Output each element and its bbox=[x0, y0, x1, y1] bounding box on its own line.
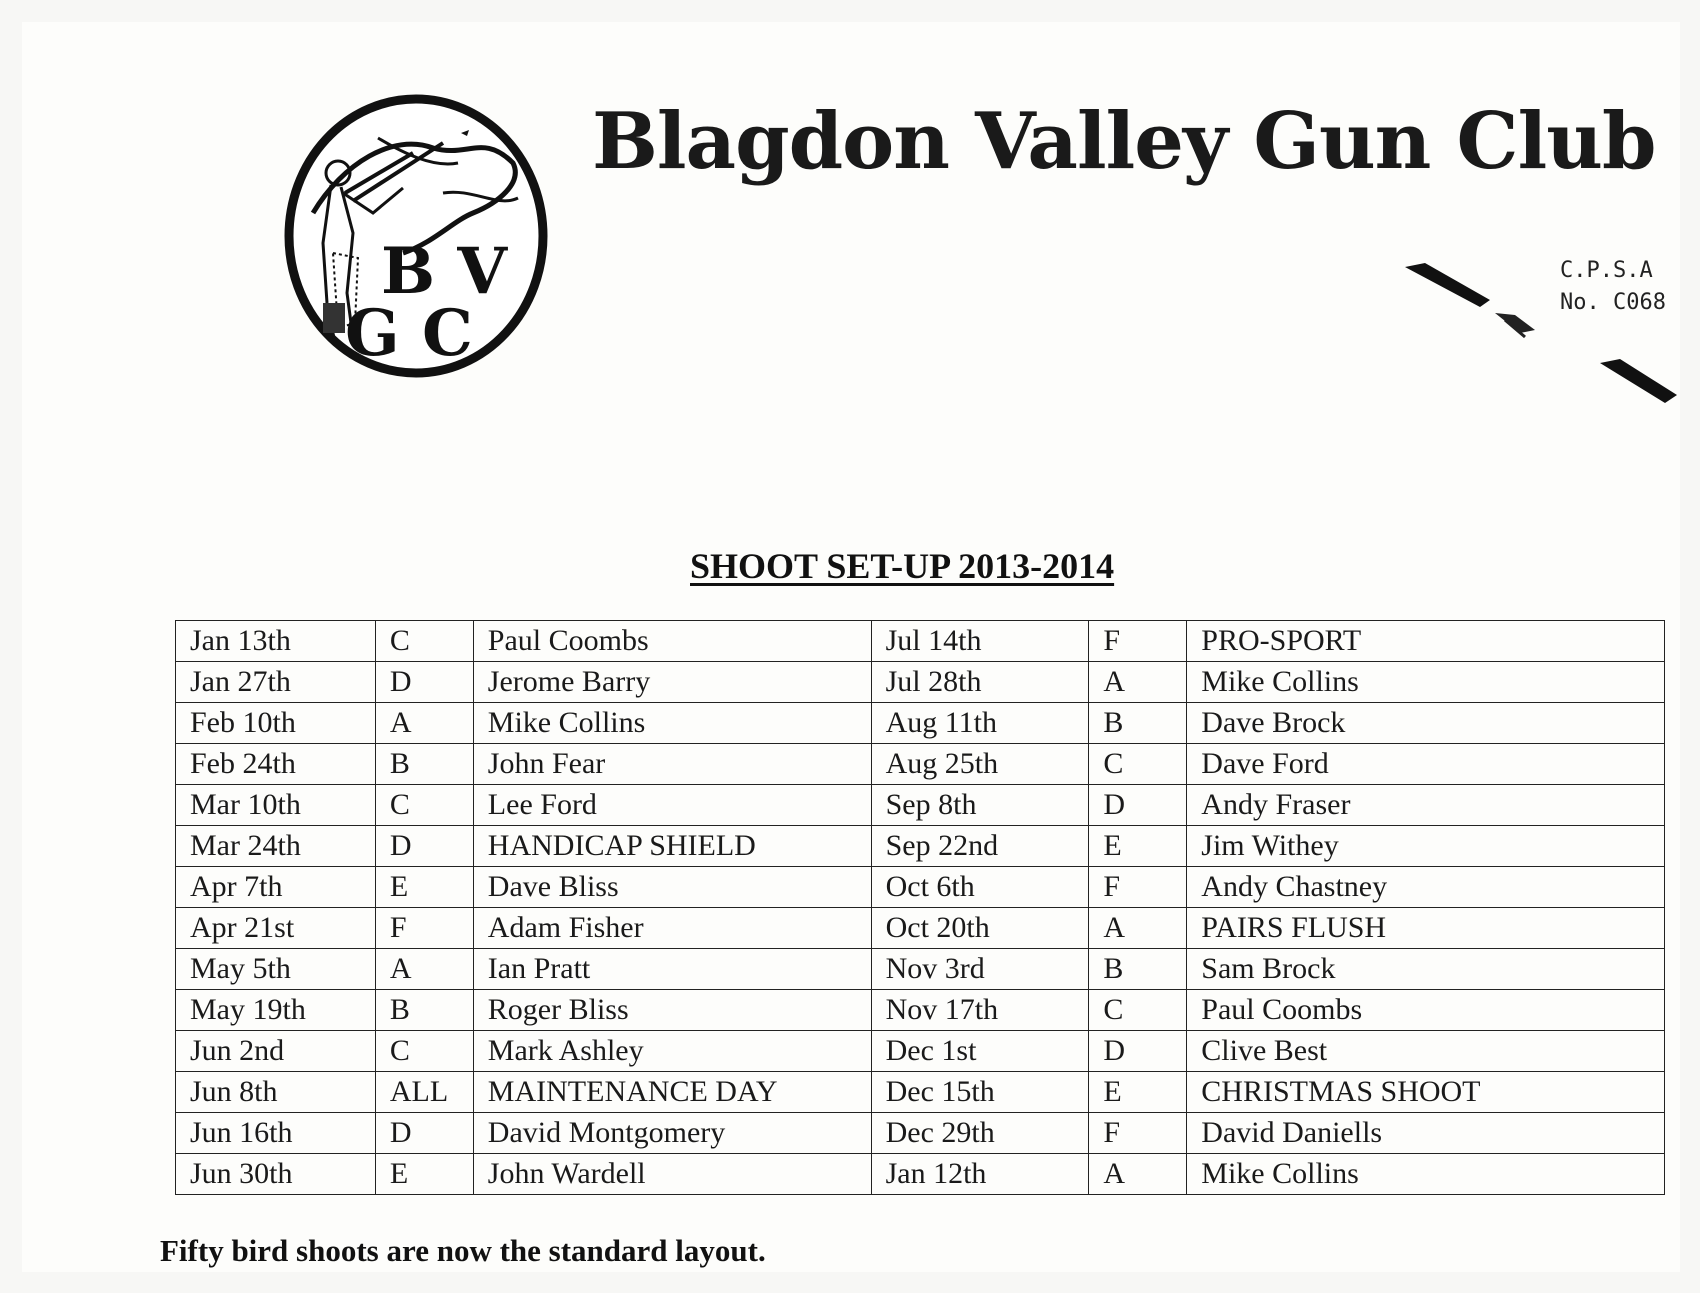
shoot-date-cell: Feb 24th bbox=[176, 744, 376, 785]
shoot-date-cell: Aug 25th bbox=[871, 744, 1089, 785]
table-row bbox=[176, 1031, 1665, 1072]
shoot-date-cell: May 5th bbox=[176, 949, 376, 990]
sponsor-cell: CHRISTMAS SHOOT bbox=[1187, 1072, 1665, 1113]
club-name: Blagdon Valley Gun Club bbox=[592, 96, 1656, 187]
table-row bbox=[176, 990, 1665, 1031]
logo-letters-bv: B V bbox=[381, 234, 508, 309]
layout-group-cell: E bbox=[375, 1154, 473, 1195]
sponsor-cell: Andy Chastney bbox=[1187, 867, 1665, 908]
shoot-date-cell: Nov 17th bbox=[871, 990, 1089, 1031]
sponsor-cell: David Montgomery bbox=[473, 1113, 871, 1154]
shoot-date-cell: Mar 24th bbox=[176, 826, 376, 867]
sponsor-cell: Paul Coombs bbox=[1187, 990, 1665, 1031]
shoot-date-cell: Apr 21st bbox=[176, 908, 376, 949]
shoot-date-cell: Nov 3rd bbox=[871, 949, 1089, 990]
club-logo bbox=[283, 93, 549, 379]
shoot-date-cell: Jan 27th bbox=[176, 662, 376, 703]
shoot-date-cell: Oct 20th bbox=[871, 908, 1089, 949]
layout-group-cell: C bbox=[375, 785, 473, 826]
layout-group-cell: B bbox=[1089, 703, 1187, 744]
table-row bbox=[176, 1072, 1665, 1113]
sponsor-cell: Mike Collins bbox=[1187, 662, 1665, 703]
logo-letters-gc: G C bbox=[345, 296, 473, 371]
sponsor-cell: Andy Fraser bbox=[1187, 785, 1665, 826]
layout-group-cell: E bbox=[1089, 1072, 1187, 1113]
sponsor-cell: Lee Ford bbox=[473, 785, 871, 826]
layout-group-cell: D bbox=[375, 1113, 473, 1154]
shoot-date-cell: Sep 22nd bbox=[871, 826, 1089, 867]
sponsor-cell: Sam Brock bbox=[1187, 949, 1665, 990]
sponsor-cell: PRO-SPORT bbox=[1187, 621, 1665, 662]
table-row bbox=[176, 744, 1665, 785]
layout-group-cell: C bbox=[1089, 990, 1187, 1031]
shoot-date-cell: Jun 30th bbox=[176, 1154, 376, 1195]
sponsor-cell: Mark Ashley bbox=[473, 1031, 871, 1072]
table-row bbox=[176, 949, 1665, 990]
shoot-date-cell: Jul 14th bbox=[871, 621, 1089, 662]
layout-group-cell: C bbox=[375, 1031, 473, 1072]
schedule-body bbox=[176, 621, 1665, 1195]
layout-group-cell: C bbox=[375, 621, 473, 662]
sponsor-cell: MAINTENANCE DAY bbox=[473, 1072, 871, 1113]
cpsa-line-1: C.P.S.A bbox=[1560, 258, 1653, 283]
sponsor-cell: John Wardell bbox=[473, 1154, 871, 1195]
layout-group-cell: F bbox=[1089, 867, 1187, 908]
layout-group-cell: F bbox=[1089, 621, 1187, 662]
layout-group-cell: D bbox=[1089, 1031, 1187, 1072]
layout-group-cell: B bbox=[1089, 949, 1187, 990]
sponsor-cell: Dave Bliss bbox=[473, 867, 871, 908]
layout-group-cell: F bbox=[1089, 1113, 1187, 1154]
sponsor-cell: Dave Brock bbox=[1187, 703, 1665, 744]
layout-group-cell: A bbox=[1089, 662, 1187, 703]
layout-group-cell: C bbox=[1089, 744, 1187, 785]
sponsor-cell: Paul Coombs bbox=[473, 621, 871, 662]
layout-group-cell: A bbox=[1089, 908, 1187, 949]
sponsor-cell: Ian Pratt bbox=[473, 949, 871, 990]
document-title: SHOOT SET-UP 2013-2014 bbox=[690, 546, 1115, 586]
shoot-date-cell: Jun 2nd bbox=[176, 1031, 376, 1072]
shoot-date-cell: Jan 13th bbox=[176, 621, 376, 662]
table-row bbox=[176, 703, 1665, 744]
shoot-schedule-table bbox=[175, 620, 1665, 1195]
sponsor-cell: Dave Ford bbox=[1187, 744, 1665, 785]
layout-group-cell: ALL bbox=[375, 1072, 473, 1113]
sponsor-cell: Jim Withey bbox=[1187, 826, 1665, 867]
sponsor-cell: David Daniells bbox=[1187, 1113, 1665, 1154]
sponsor-cell: Roger Bliss bbox=[473, 990, 871, 1031]
footnote: Fifty bird shoots are now the standard layout. bbox=[160, 1233, 766, 1268]
shoot-date-cell: Jul 28th bbox=[871, 662, 1089, 703]
layout-group-cell: A bbox=[375, 949, 473, 990]
shoot-date-cell: Mar 10th bbox=[176, 785, 376, 826]
shoot-date-cell: Oct 6th bbox=[871, 867, 1089, 908]
shoot-date-cell: Jan 12th bbox=[871, 1154, 1089, 1195]
table-row bbox=[176, 1154, 1665, 1195]
shoot-date-cell: Dec 1st bbox=[871, 1031, 1089, 1072]
sponsor-cell: Clive Best bbox=[1187, 1031, 1665, 1072]
cpsa-registration bbox=[1560, 255, 1666, 319]
sponsor-cell: John Fear bbox=[473, 744, 871, 785]
sponsor-cell: Mike Collins bbox=[473, 703, 871, 744]
table-row bbox=[176, 621, 1665, 662]
shoot-date-cell: Apr 7th bbox=[176, 867, 376, 908]
shoot-date-cell: Jun 8th bbox=[176, 1072, 376, 1113]
shoot-date-cell: Jun 16th bbox=[176, 1113, 376, 1154]
table-row bbox=[176, 826, 1665, 867]
layout-group-cell: E bbox=[375, 867, 473, 908]
layout-group-cell: D bbox=[375, 826, 473, 867]
shoot-date-cell: Feb 10th bbox=[176, 703, 376, 744]
layout-group-cell: F bbox=[375, 908, 473, 949]
sponsor-cell: Adam Fisher bbox=[473, 908, 871, 949]
shoot-date-cell: May 19th bbox=[176, 990, 376, 1031]
layout-group-cell: E bbox=[1089, 826, 1187, 867]
layout-group-cell: A bbox=[1089, 1154, 1187, 1195]
table-row bbox=[176, 908, 1665, 949]
table-row bbox=[176, 785, 1665, 826]
table-row bbox=[176, 662, 1665, 703]
sponsor-cell: HANDICAP SHIELD bbox=[473, 826, 871, 867]
shoot-date-cell: Dec 29th bbox=[871, 1113, 1089, 1154]
layout-group-cell: D bbox=[1089, 785, 1187, 826]
shoot-date-cell: Sep 8th bbox=[871, 785, 1089, 826]
table-row bbox=[176, 1113, 1665, 1154]
layout-group-cell: B bbox=[375, 990, 473, 1031]
layout-group-cell: A bbox=[375, 703, 473, 744]
cpsa-line-2: No. C068 bbox=[1560, 290, 1666, 315]
layout-group-cell: B bbox=[375, 744, 473, 785]
table-row bbox=[176, 867, 1665, 908]
sponsor-cell: Mike Collins bbox=[1187, 1154, 1665, 1195]
sponsor-cell: PAIRS FLUSH bbox=[1187, 908, 1665, 949]
layout-group-cell: D bbox=[375, 662, 473, 703]
shoot-date-cell: Aug 11th bbox=[871, 703, 1089, 744]
shoot-date-cell: Dec 15th bbox=[871, 1072, 1089, 1113]
sponsor-cell: Jerome Barry bbox=[473, 662, 871, 703]
